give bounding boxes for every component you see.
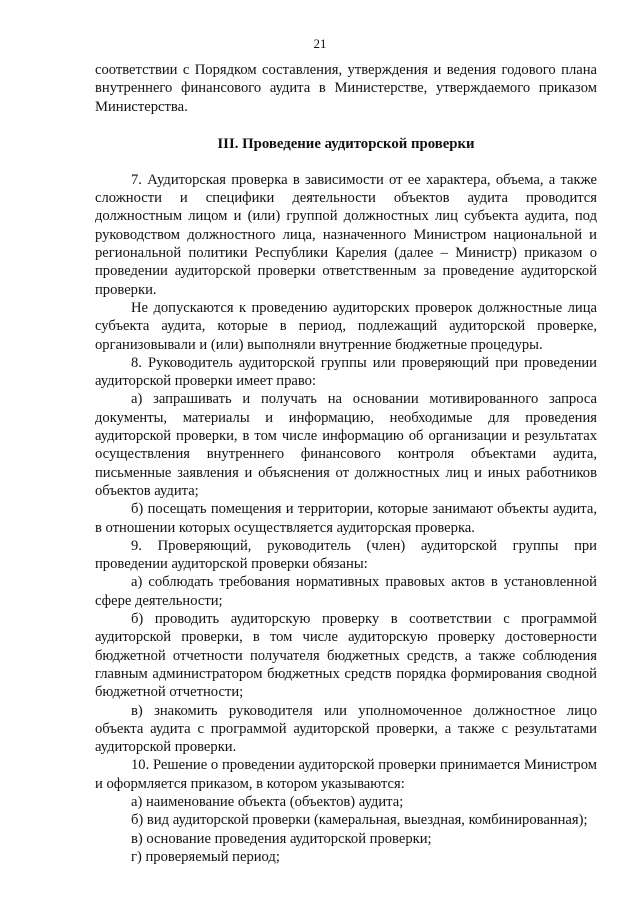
paragraph-10: 10. Решение о проведении аудиторской проверки принимается Министром и оформляется приказом, в котором указываются: (95, 757, 597, 792)
paragraph-8: 8. Руководитель аудиторской группы или проверяющий при проведении аудиторской проверки имеет право: (95, 354, 597, 390)
paragraph-10-c: в) основание проведения аудиторской проверки; (131, 830, 432, 847)
document-body (95, 61, 597, 866)
paragraph-10-d: г) проверяемый период; (131, 848, 280, 865)
paragraph-7: 7. Аудиторская проверка в зависимости от ее характера, объема, а также сложности и специфики деятельности объектов аудита проводится должностным лицом и (или) группой должностных лиц субъекта аудита, под руководством должностного лица, назначенного Министром национальной и региональной политики Республики Карелия (далее – Министр) приказом о проведении аудиторской проверки ответственным за проведение аудиторской проверки. (95, 171, 597, 298)
paragraph-9-b: б) проводить аудиторскую проверку в соответствии с программой аудиторской проверки, в том числе аудиторскую проверку достоверности бюджетной отчетности получателя бюджетных средств, а также соблюдения главным администратором бюджетных средств порядка формирования сводной бюджетной отчетности; (95, 611, 597, 701)
paragraph-10-b: б) вид аудиторской проверки (камеральная, выездная, комбинированная); (131, 812, 588, 829)
intro-paragraph: соответствии с Порядком составления, утверждения и ведения годового плана внутреннего финансового аудита в Министерстве, утверждаемого приказом Министерства. (95, 62, 597, 115)
paragraph-8-a: а) запрашивать и получать на основании мотивированного запроса документы, материалы и информацию, необходимые для проведения аудиторской проверки, в том числе информацию об организации и результатах осуществления внутреннего финансового контроля объектами аудита, письменные заявления и объяснения от должностных лиц и иных работников объектов аудита; (95, 391, 597, 499)
paragraph-9-c: в) знакомить руководителя или уполномоченное должностное лицо объекта аудита с программой аудиторской проверки, а также с результатами аудиторской проверки. (95, 702, 597, 756)
paragraph-9: 9. Проверяющий, руководитель (член) аудиторской группы при проведении аудиторской проверки обязаны: (95, 537, 597, 573)
paragraph-10-a: а) наименование объекта (объектов) аудита; (131, 793, 404, 810)
paragraph-9-a: а) соблюдать требования нормативных правовых актов в установленной сфере деятельности; (95, 574, 597, 609)
section-heading: III. Проведение аудиторской проверки (217, 135, 475, 152)
page-number: 21 (313, 36, 327, 51)
paragraph-7-exclusion: Не допускаются к проведению аудиторских проверок должностные лица субъекта аудита, которые в период, подлежащий аудиторской проверке, организовывали и (или) выполняли внутренние бюджетные процедуры. (95, 299, 597, 353)
paragraph-8-b: б) посещать помещения и территории, которые занимают объекты аудита, в отношении которых осуществляется аудиторская проверка. (95, 501, 597, 536)
